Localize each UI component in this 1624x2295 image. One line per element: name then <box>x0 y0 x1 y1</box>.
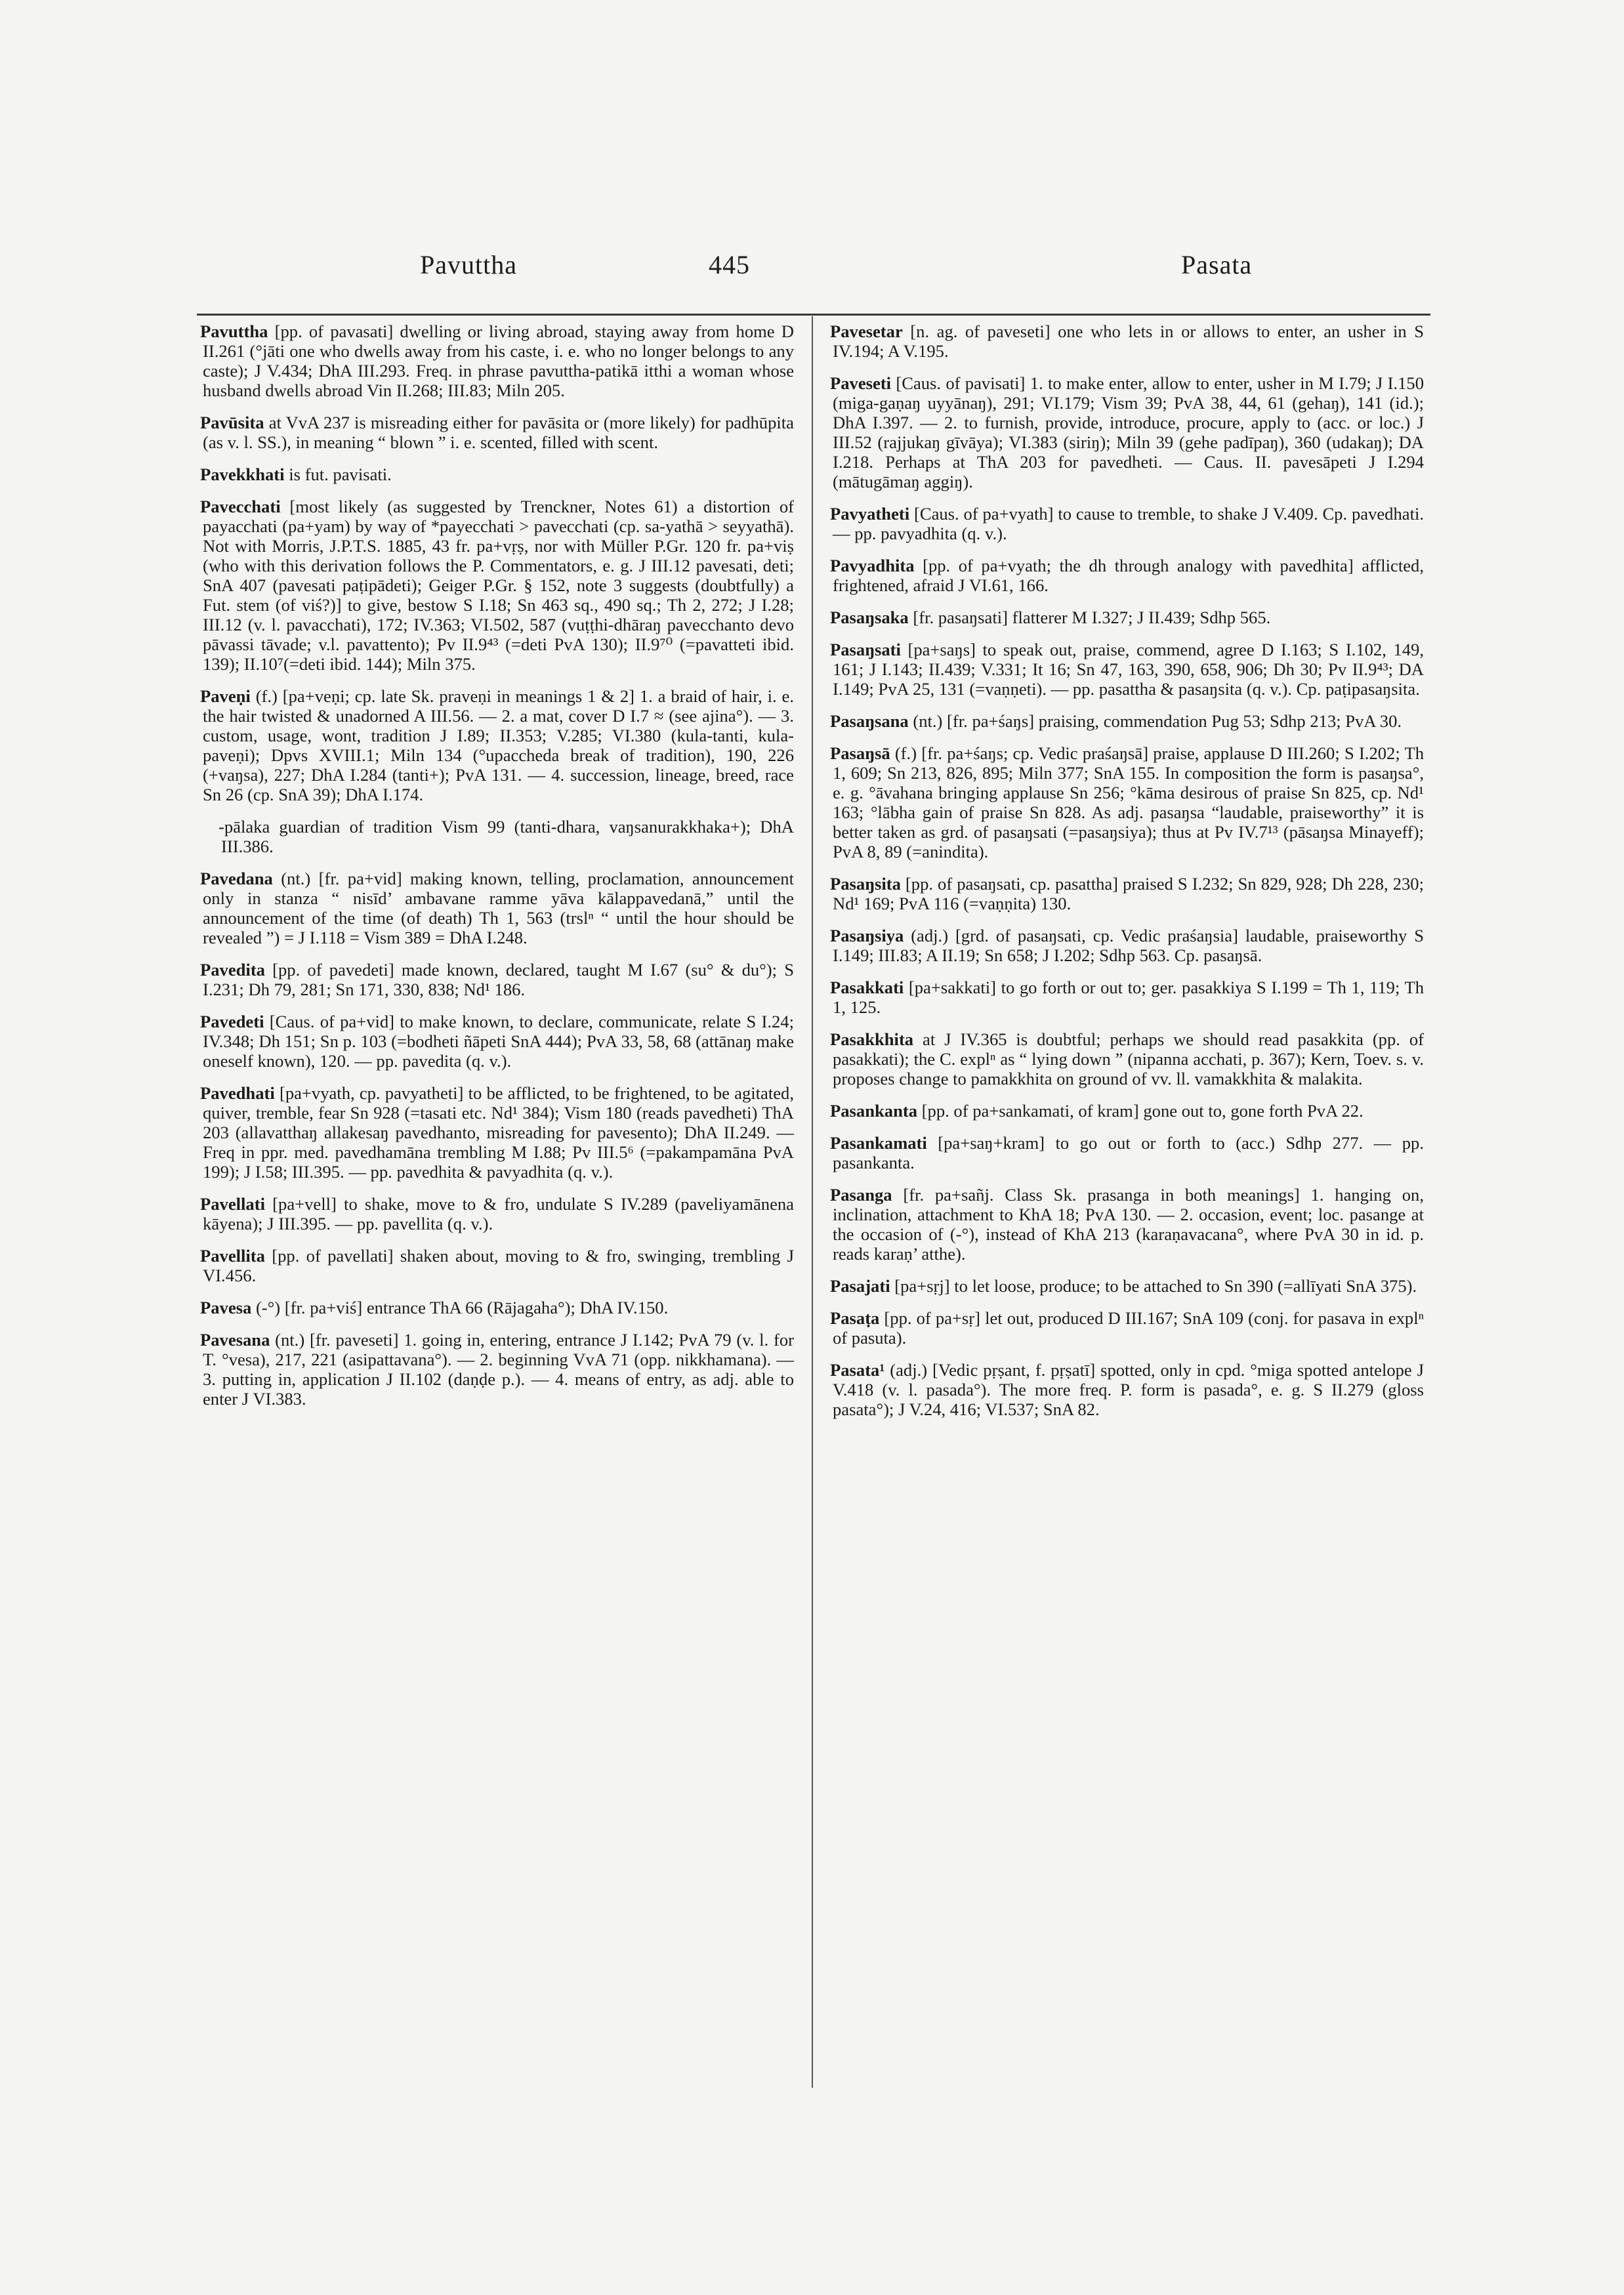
dictionary-entry <box>830 556 1424 595</box>
entry-definition: [Caus. of pa+vid] to make known, to declare, communicate, relate S I.24; IV.348; Dh 151; Sn p. 103 (=bodheti ñāpeti SnA 444); PvA 33, 58, 68 (attānaŋ make oneself known), 120. — pp. pavedita (q. v.). <box>203 1012 794 1071</box>
entry-definition: [pa+sṛj] to let loose, produce; to be attached to Sn 390 (=allīyati SnA 375). <box>890 1276 1417 1296</box>
entry-definition: [pa+sakkati] to go forth or out to; ger. pasakkiya S I.199 = Th 1, 119; Th 1, 125. <box>833 978 1424 1017</box>
right-column <box>830 321 1424 1432</box>
dictionary-entry <box>200 1246 794 1285</box>
dictionary-entry <box>830 640 1424 699</box>
dictionary-entry <box>830 1360 1424 1419</box>
entry-definition: [pp. of pavellati] shaken about, moving to & fro, swinging, trembling J VI.456. <box>203 1246 794 1285</box>
entry-definition: [pp. of pavasati] dwelling or living abroad, staying away from home D II.261 (°jāti one who dwells away from his caste, i. e. who no longer belongs to any caste); J V.434; DhA III.293. Freq. in phrase pavuttha-patikā itthi a woman whose husband dwells abroad Vin II.268; III.83; Miln 205. <box>203 321 794 400</box>
dictionary-entry <box>830 926 1424 965</box>
headword: Pavesa <box>200 1298 252 1317</box>
headword: Pasakkhita <box>830 1029 914 1049</box>
running-head-right: Pasata <box>1181 250 1253 279</box>
running-head-left: Pavuttha <box>420 250 517 279</box>
dictionary-entry <box>830 1276 1424 1296</box>
headword: Pasaŋsiya <box>830 926 904 945</box>
headword: Pasata¹ <box>830 1360 885 1380</box>
headword: Pasakkati <box>830 978 904 997</box>
dictionary-entry <box>830 743 1424 861</box>
dictionary-entry <box>830 711 1424 731</box>
left-column <box>200 321 794 1421</box>
entry-definition: (nt.) [fr. paveseti] 1. going in, entering, entrance J I.142; PvA 79 (v. l. for T. °vesa), 217, 221 (asipattavana°). — 2. beginning VvA 71 (opp. nikkhamana). — 3. putting in, application J II.102 (daṇḍe p.). — 4. means of entry, as adj. able to enter J VI.383. <box>203 1330 794 1409</box>
dictionary-entry <box>830 978 1424 1017</box>
entry-definition: [most likely (as suggested by Trenckner, Notes 61) a distortion of payacchati (pa+yam) by way of *payecchati > pavecchati (cp. sa-yathā > seyyathā). Not with Morris, J.P.T.S. 1885, 43 fr. pa+vṛṣ, nor with Müller P.Gr. 120 fr. pa+viṣ (who with this derivation follows the P. Commentators, e. g. J III.12 pavesati, deti; SnA 407 (pavesati paṭipādeti); Geiger P.Gr. § 152, note 3 suggests (doubtfully) a Fut. stem (of viś?)] to give, bestow S I.18; Sn 463 sq., 490 sq.; Th 2, 272; J I.28; III.12 (v. l. pavacchati), 172; IV.363; VI.502, 587 (vuṭṭhi-dhāraŋ pavecchanto devo pāvassi tāvade; v.l. pavattento); Pv II.9⁴³ (=deti PvA 130); II.9⁷⁰ (=pavatteti ibid. 139); II.10⁷(=deti ibid. 144); Miln 375. <box>203 497 794 674</box>
headword: Pavesana <box>200 1330 270 1350</box>
entry-definition: (adj.) [Vedic pṛṣant, f. pṛṣatī] spotted, only in cpd. °miga spotted antelope J V.418 (v. l. pasada°). The more freq. P. form is pasada°, e. g. S II.279 (gloss pasata°); J V.24, 416; VI.537; SnA 82. <box>833 1360 1424 1419</box>
entry-definition: (f.) [pa+veṇi; cp. late Sk. praveṇi in meanings 1 & 2] 1. a braid of hair, i. e. the hair twisted & unadorned A III.56. — 2. a mat, cover D I.7 ≈ (see ajina°). — 3. custom, usage, wont, tradition J I.89; II.353; V.285; VI.380 (kula-tanti, kula-paveṇi); Dpvs XVIII.1; Miln 134 (°upaccheda break of tradition), 190, 226 (+vaŋsa), 227; DhA I.284 (tanti+); PvA 131. — 4. succession, lineage, breed, race Sn 26 (cp. SnA 39); DhA I.174. <box>203 686 794 804</box>
dictionary-entry <box>200 1194 794 1233</box>
dictionary-entry <box>200 869 794 947</box>
headword: Pavedhati <box>200 1083 275 1103</box>
headword: Pavesetar <box>830 321 903 341</box>
dictionary-entry <box>200 1012 794 1071</box>
headword: Pavellati <box>200 1194 265 1214</box>
dictionary-entry <box>830 608 1424 627</box>
headword: Pavuttha <box>200 321 268 341</box>
entry-definition: [pp. of pavedeti] made known, declared, taught M I.67 (su° & du°); S I.231; Dh 79, 281; Sn 171, 330, 838; Nd¹ 186. <box>203 960 794 999</box>
entry-definition: [Caus. of pa+vyath] to cause to tremble, to shake J V.409. Cp. pavedhati. — pp. pavyadhita (q. v.). <box>833 504 1424 543</box>
entry-definition: (f.) [fr. pa+śaŋs; cp. Vedic praśaŋsā] praise, applause D III.260; S I.202; Th 1, 609; Sn 213, 826, 895; Miln 377; SnA 155. In composition the form is pasaŋsa°, e. g. °āvahana bringing applause Sn 256; °kāma desirous of praise Sn 825, cp. Nd¹ 163; °lābha gain of praise Sn 828. As adj. pasaŋsa “laudable, praiseworthy” it is better taken as grd. of pasaŋsati (=pasaŋsiya); thus at Pv IV.7¹³ (pāsaŋsa Minayeff); PvA 8, 89 (=anindita). <box>833 743 1424 861</box>
dictionary-entry <box>830 373 1424 491</box>
dictionary-entry <box>830 321 1424 361</box>
headword: Pavellita <box>200 1246 265 1266</box>
entry-definition: [pp. of pa+sankamati, of kram] gone out to, gone forth PvA 22. <box>917 1101 1364 1121</box>
dictionary-entry <box>200 686 794 804</box>
entry-definition: [pp. of pasaŋsati, cp. pasattha] praised S I.232; Sn 829, 928; Dh 228, 230; Nd¹ 169; PvA 116 (=vaṇṇita) 130. <box>833 874 1424 913</box>
dictionary-entry <box>200 321 794 400</box>
headword: Pasankamati <box>830 1133 927 1153</box>
headword: Pasaŋsati <box>830 640 901 659</box>
entry-definition: [pa+vell] to shake, move to & fro, undulate S IV.289 (paveliyamānena kāyena); J III.395. — pp. pavellita (q. v.). <box>203 1194 794 1233</box>
entry-definition: at J IV.365 is doubtful; perhaps we should read pasakkita (pp. of pasakkati); the C. explⁿ as “ lying down ” (nipanna acchati, p. 367); Kern, Toev. s. v. proposes change to pamakkhita on ground of vv. ll. vamakkhita & malakita. <box>833 1029 1424 1088</box>
headword: Pavyatheti <box>830 504 910 524</box>
entry-definition: (nt.) [fr. pa+vid] making known, telling, proclamation, announcement only in stanza “ nisīd’ ambavane ramme yāva kālappavedanā,” until the announcement of the time (of death) Th 1, 563 (trslⁿ “ until the hour should be revealed ”) = J I.118 = Vism 389 = DhA I.248. <box>203 869 794 947</box>
entry-definition: (adj.) [grd. of pasaŋsati, cp. Vedic praśaŋsia] laudable, praiseworthy S I.149; III.83; A II.19; Sn 658; J I.202; Sdhp 563. Cp. pasaŋsā. <box>833 926 1424 965</box>
dictionary-entry <box>200 1330 794 1409</box>
headword: Pavyadhita <box>830 556 915 575</box>
dictionary-entry <box>830 1029 1424 1088</box>
headword: Pavūsita <box>200 413 264 432</box>
entry-definition: [pp. of pa+sṛ] let out, produced D III.167; SnA 109 (conj. for pasava in explⁿ of pasuta). <box>833 1308 1424 1348</box>
entry-definition: [pa+saŋ+kram] to go out or forth to (acc.) Sdhp 277. — pp. pasankanta. <box>833 1133 1424 1172</box>
entry-definition: [n. ag. of paveseti] one who lets in or allows to enter, an usher in S IV.194; A V.195. <box>833 321 1424 361</box>
headword: Pasaṭa <box>830 1308 880 1328</box>
dictionary-entry <box>830 1101 1424 1121</box>
dictionary-entry <box>830 874 1424 913</box>
dictionary-entry <box>200 960 794 999</box>
headword: Pasajati <box>830 1276 890 1296</box>
entry-definition: [fr. pa+sañj. Class Sk. prasanga in both meanings] 1. hanging on, inclination, attachment to KhA 18; PvA 130. — 2. occasion, event; loc. pasange at the occasion of (-°), instead of KhA 213 (karaṇavacana°, where PvA 30 in id. p. reads karaṇ’ atthe). <box>833 1185 1424 1264</box>
headword: Pasaŋsā <box>830 743 890 763</box>
headword: Pasanga <box>830 1185 892 1205</box>
headword: Pavedana <box>200 869 273 888</box>
entry-definition: [pp. of pa+vyath; the dh through analogy with pavedhita] afflicted, frightened, afraid J VI.61, 166. <box>833 556 1424 595</box>
headword: Pavedita <box>200 960 265 980</box>
headword: Pasaŋsana <box>830 711 909 731</box>
dictionary-entry <box>830 1185 1424 1264</box>
dictionary-entry <box>200 1083 794 1182</box>
dictionary-entry <box>830 1308 1424 1348</box>
dictionary-entry <box>219 817 794 856</box>
column-divider <box>812 316 813 2088</box>
dictionary-entry <box>830 1133 1424 1172</box>
headword: Pasaŋsita <box>830 874 901 894</box>
headword: Pasankanta <box>830 1101 918 1121</box>
entry-definition: -pālaka guardian of tradition Vism 99 (tanti-dhara, vaŋsanurakkhaka+); DhA III.386. <box>219 817 794 856</box>
entry-definition: [pa+vyath, cp. pavyatheti] to be afflicted, to be frightened, to be agitated, quiver, tremble, fear Sn 928 (=tasati etc. Nd¹ 384); Vism 180 (reads pavedheti) ThA 203 (allavatthaŋ allakesaŋ pavedhanto, misreading for pavesento); DhA II.249. — Freq in ppr. med. pavedhamāna trembling M I.88; Pv III.5⁶ (=pakampamāna PvA 199); J I.58; III.395. — pp. pavedhita & pavyadhita (q. v.). <box>203 1083 794 1182</box>
entry-definition: (nt.) [fr. pa+śaŋs] praising, commendation Pug 53; Sdhp 213; PvA 30. <box>908 711 1402 731</box>
headword: Pavekkhati <box>200 465 285 484</box>
entry-definition: [pa+saŋs] to speak out, praise, commend, agree D I.163; S I.102, 149, 161; J I.143; II.439; V.331; It 16; Sn 47, 163, 390, 658, 906; Dh 30; Pv II.9⁴³; DA I.149; PvA 25, 131 (=vaṇṇeti). — pp. pasattha & pasaŋsita (q. v.). Cp. paṭipasaŋsita. <box>833 640 1424 699</box>
headword: Pavecchati <box>200 497 281 516</box>
dictionary-entry <box>200 413 794 452</box>
page-number: 445 <box>709 250 750 279</box>
entry-definition: is fut. pavisati. <box>284 465 392 484</box>
headword: Paveseti <box>830 373 892 393</box>
entry-definition: [fr. pasaŋsati] flatterer M I.327; J II.439; Sdhp 565. <box>908 608 1271 627</box>
dictionary-entry <box>830 504 1424 543</box>
dictionary-entry <box>200 1298 794 1317</box>
entry-definition: [Caus. of pavisati] 1. to make enter, allow to enter, usher in M I.79; J I.150 (miga-gaṇaŋ uyyānaŋ), 291; VI.179; Vism 39; PvA 38, 44, 61 (gehaŋ), 141 (id.); DhA I.397. — 2. to furnish, provide, introduce, procure, apply to (acc. or loc.) J III.52 (rajjukaŋ gīvāya); VI.383 (siriŋ); Miln 39 (gehe padīpaŋ), 360 (udakaŋ); DA I.218. Perhaps at ThA 203 for pavedheti. — Caus. II. pavesāpeti J I.294 (mātugāmaŋ aggiŋ). <box>833 373 1424 491</box>
dictionary-entry <box>200 497 794 674</box>
headword: Pasaŋsaka <box>830 608 909 627</box>
header-rule <box>197 314 1430 316</box>
headword: Paveṇi <box>200 686 251 706</box>
entry-definition: (-°) [fr. pa+viś] entrance ThA 66 (Rājagaha°); DhA IV.150. <box>251 1298 669 1317</box>
entry-definition: at VvA 237 is misreading either for pavāsita or (more likely) for padhūpita (as v. l. SS.), in meaning “ blown ” i. e. scented, filled with scent. <box>203 413 794 452</box>
headword: Pavedeti <box>200 1012 264 1031</box>
dictionary-entry <box>200 465 794 484</box>
